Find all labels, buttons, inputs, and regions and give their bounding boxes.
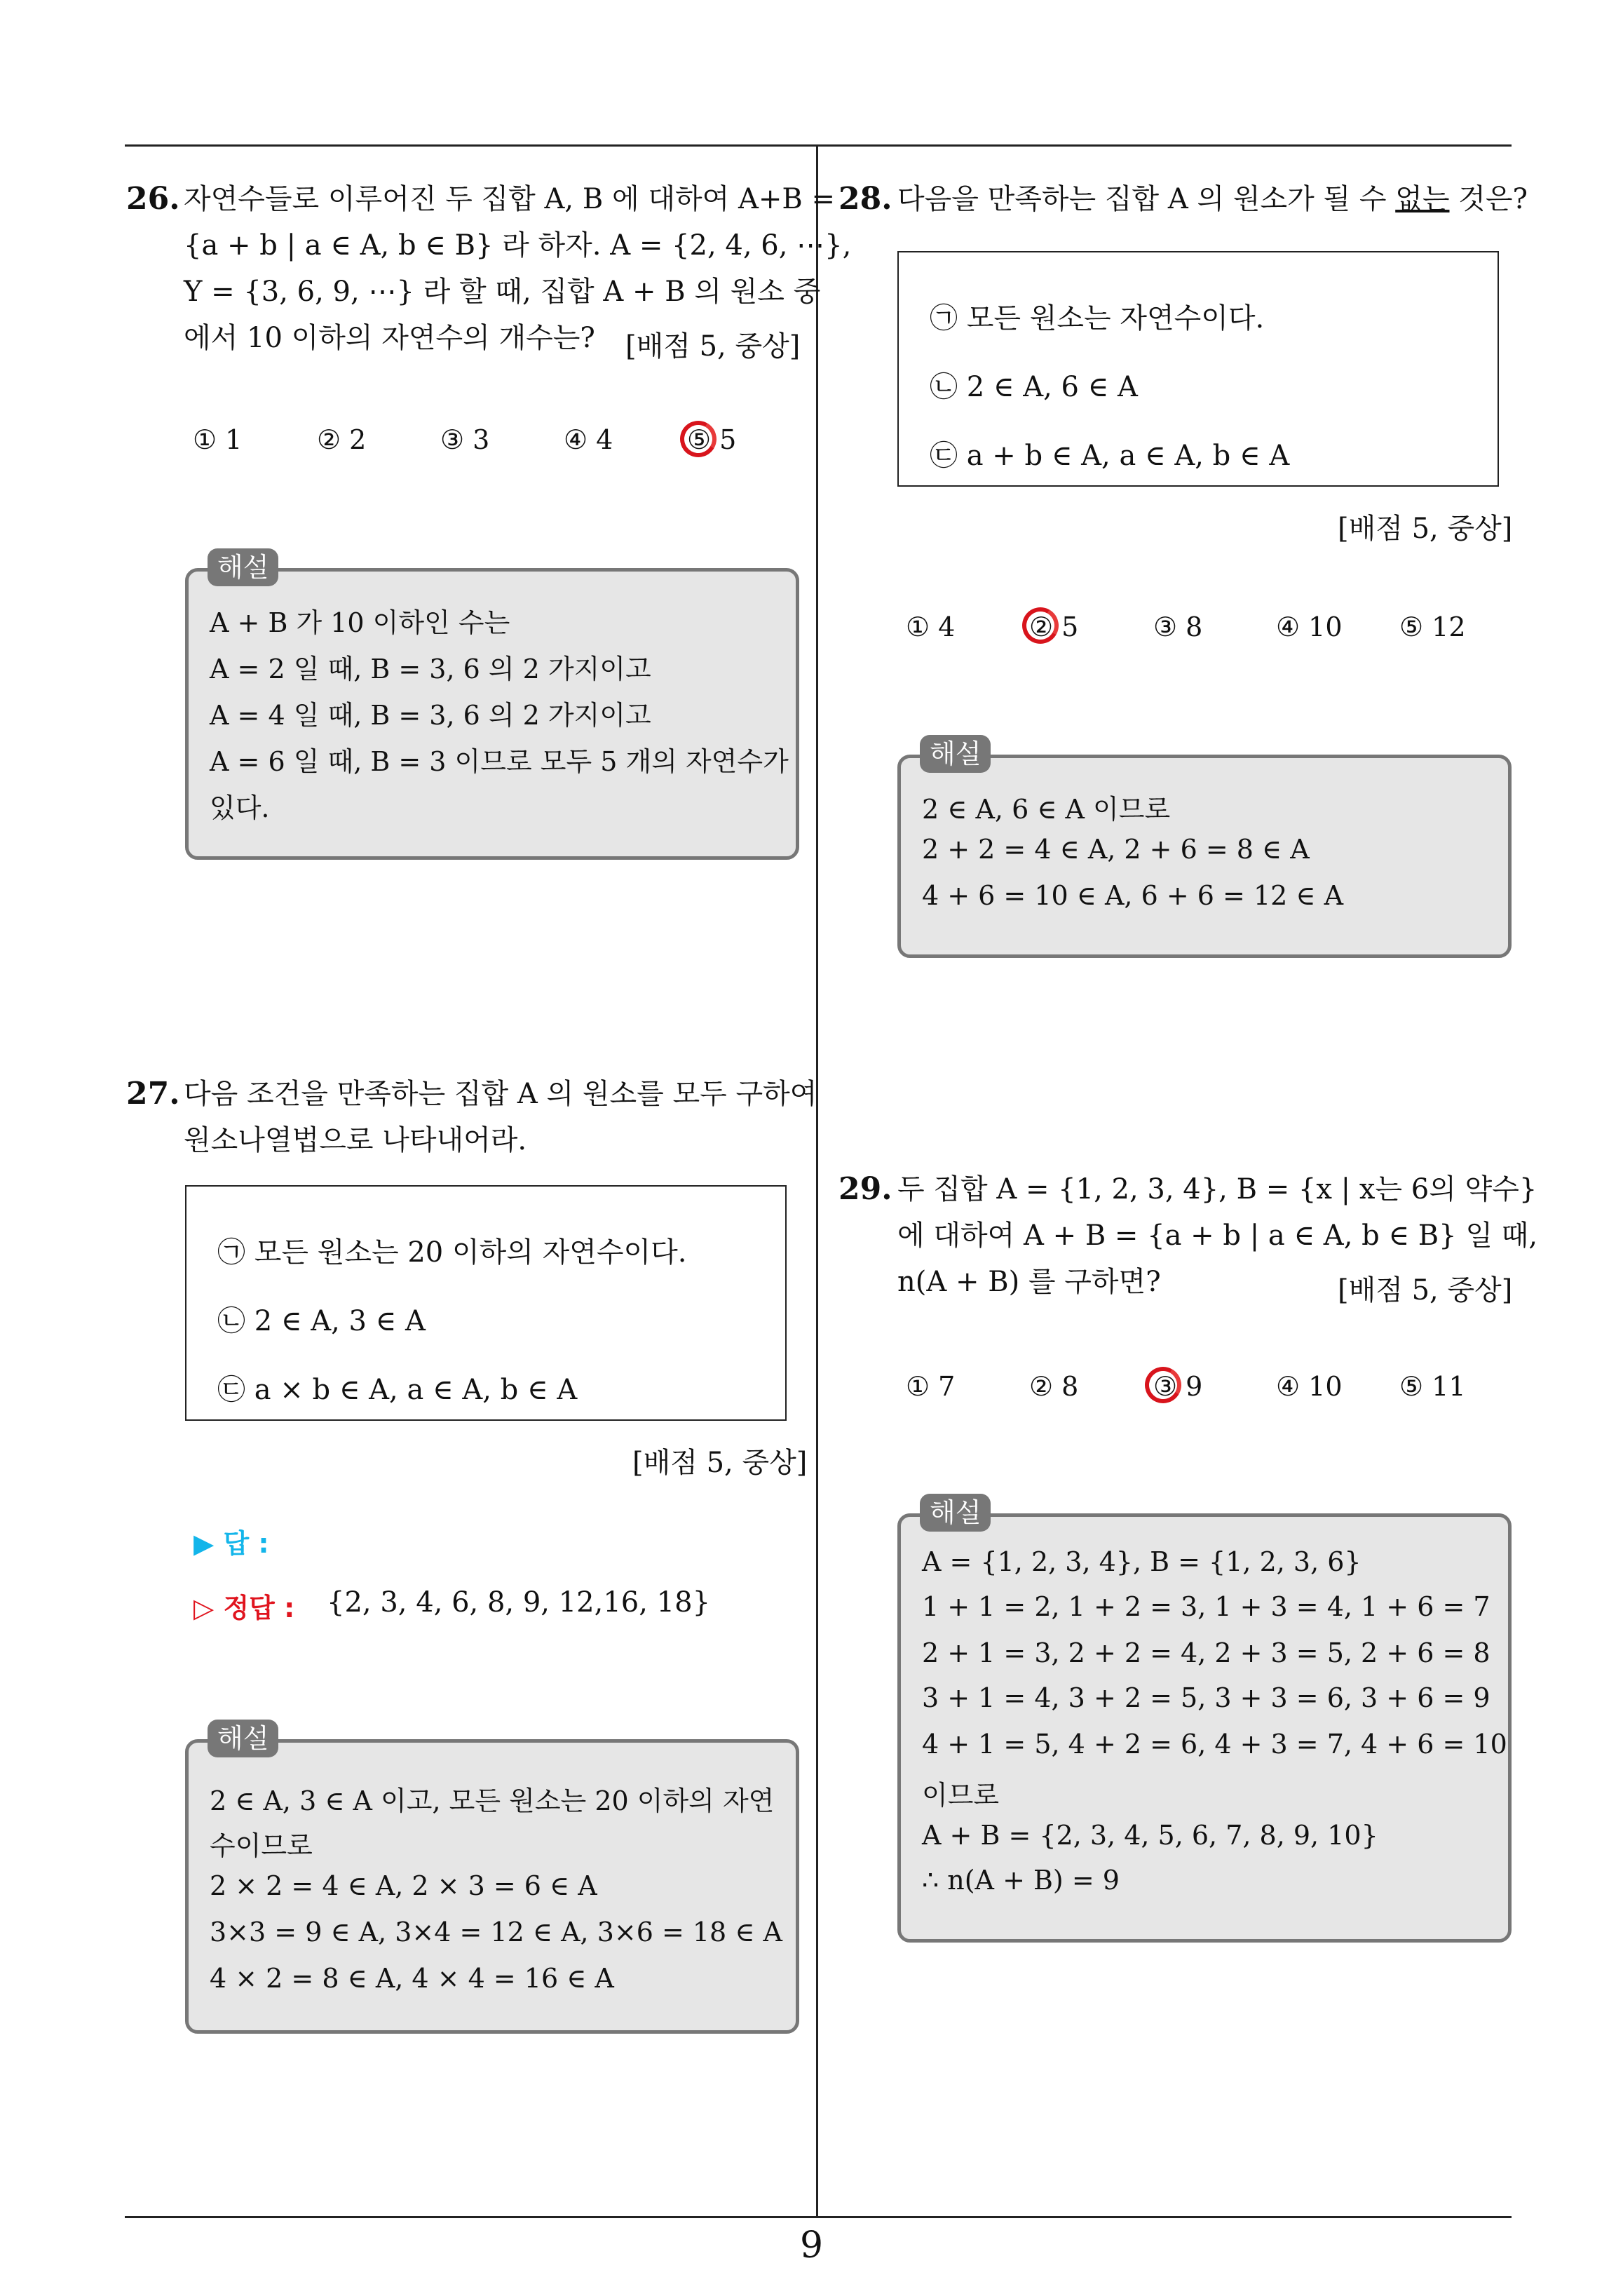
condition-line: ㉡ 2 ∈ A, 3 ∈ A — [217, 1305, 426, 1337]
solution-line: 1 + 1 = 2, 1 + 2 = 3, 1 + 3 = 4, 1 + 6 = 7 — [922, 1591, 1490, 1622]
question-number: 28. — [838, 181, 892, 217]
condition-line: ㉠ 모든 원소는 자연수이다. — [930, 302, 1265, 335]
solution-line: A + B 가 10 이하인 수는 — [210, 607, 510, 638]
choice-4[interactable]: ④ 10 — [1276, 1371, 1343, 1402]
choice-5[interactable]: ⑤ 11 — [1399, 1371, 1466, 1402]
top-rule — [125, 144, 1512, 147]
solution-line: 2 × 2 = 4 ∈ A, 2 × 3 = 6 ∈ A — [210, 1870, 597, 1901]
solution-line: 2 + 1 = 3, 2 + 2 = 4, 2 + 3 = 5, 2 + 6 = 8 — [922, 1637, 1490, 1668]
score-label: [배점 5, 중상] — [1338, 1274, 1513, 1306]
solution-line: ∴ n(A + B) = 9 — [922, 1865, 1120, 1896]
question-text-line: 에 대하여 A + B = {a + b | a ∈ A, b ∈ B} 일 때, — [897, 1220, 1538, 1252]
correct-answer-value: {2, 3, 4, 6, 8, 9, 12,16, 18} — [327, 1586, 711, 1619]
question-number: 29. — [838, 1171, 892, 1207]
solution-line: 4 × 2 = 8 ∈ A, 4 × 4 = 16 ∈ A — [210, 1963, 614, 1994]
score-label: [배점 5, 중상] — [632, 1447, 808, 1479]
score-label: [배점 5, 중상] — [625, 330, 801, 363]
column-divider — [816, 144, 818, 2218]
solution-line: 2 + 2 = 4 ∈ A, 2 + 6 = 8 ∈ A — [922, 834, 1310, 865]
choice-1[interactable]: ① 1 — [193, 424, 243, 455]
choice-3[interactable]: ③ 8 — [1153, 612, 1203, 642]
solution-line: 이므로 — [922, 1780, 1000, 1811]
solution-box — [897, 755, 1512, 958]
question-text-line: n(A + B) 를 구하면? — [897, 1266, 1161, 1298]
question-text-line: 두 집합 A = {1, 2, 3, 4}, B = {x | x는 6의 약수} — [897, 1173, 1537, 1206]
answer-label: ▶ 답 : — [193, 1528, 269, 1559]
condition-box — [897, 251, 1499, 487]
condition-box — [185, 1185, 787, 1421]
question-text-line: 자연수들로 이루어진 두 집합 A, B 에 대하여 A+B = — [184, 183, 835, 215]
choice-2[interactable]: ② 8 — [1029, 1371, 1079, 1402]
solution-tag: 해설 — [208, 548, 278, 586]
solution-line: 4 + 1 = 5, 4 + 2 = 6, 4 + 3 = 7, 4 + 6 = 10 — [922, 1729, 1507, 1760]
bottom-rule — [125, 2216, 1512, 2218]
question-text-line: 다음 조건을 만족하는 집합 A 의 원소를 모두 구하여 — [184, 1078, 817, 1110]
choice-1[interactable]: ① 4 — [906, 612, 956, 642]
condition-line: ㉡ 2 ∈ A, 6 ∈ A — [930, 371, 1138, 403]
score-label: [배점 5, 중상] — [1338, 513, 1513, 545]
solution-box — [897, 1513, 1512, 1943]
question-text-line: {a + b | a ∈ A, b ∈ B} 라 하자. A = {2, 4, 6, ⋯}, — [184, 229, 852, 262]
solution-line: 3×3 = 9 ∈ A, 3×4 = 12 ∈ A, 3×6 = 18 ∈ A — [210, 1917, 782, 1947]
choice-5[interactable]: ⑤ 12 — [1399, 612, 1466, 642]
condition-line: ㉢ a + b ∈ A, a ∈ A, b ∈ A — [930, 440, 1290, 472]
solution-line: 4 + 6 = 10 ∈ A, 6 + 6 = 12 ∈ A — [922, 880, 1344, 911]
solution-line: 2 ∈ A, 3 ∈ A 이고, 모든 원소는 20 이하의 자연 — [210, 1785, 775, 1816]
solution-box — [185, 1739, 799, 2034]
choice-5[interactable]: ⑤ 5 — [687, 424, 737, 455]
choice-1[interactable]: ① 7 — [906, 1371, 956, 1402]
solution-line: 3 + 1 = 4, 3 + 2 = 5, 3 + 3 = 6, 3 + 6 = 9 — [922, 1682, 1490, 1713]
solution-line: A + B = {2, 3, 4, 5, 6, 7, 8, 9, 10} — [922, 1820, 1378, 1851]
page-number: 9 — [799, 2224, 824, 2267]
choice-2[interactable]: ② 2 — [317, 424, 367, 455]
solution-tag: 해설 — [208, 1720, 278, 1757]
solution-box — [185, 568, 799, 860]
solution-line: A = 2 일 때, B = 3, 6 의 2 가지이고 — [210, 654, 651, 684]
choice-4[interactable]: ④ 4 — [564, 424, 613, 455]
condition-line: ㉠ 모든 원소는 20 이하의 자연수이다. — [217, 1236, 687, 1269]
solution-line: 수이므로 — [210, 1830, 313, 1861]
choice-3[interactable]: ③ 9 — [1153, 1371, 1203, 1402]
question-text-line: Y = {3, 6, 9, ⋯} 라 할 때, 집합 A + B 의 원소 중 — [184, 276, 821, 308]
question-number: 27. — [126, 1076, 180, 1112]
question-text-line: 원소나열법으로 나타내어라. — [184, 1124, 527, 1156]
solution-line: 있다. — [210, 792, 270, 823]
solution-line: A = 4 일 때, B = 3, 6 의 2 가지이고 — [210, 700, 651, 731]
condition-line: ㉢ a × b ∈ A, a ∈ A, b ∈ A — [217, 1374, 578, 1406]
solution-line: A = 6 일 때, B = 3 이므로 모두 5 개의 자연수가 — [210, 746, 789, 777]
correct-answer-label: ▷ 정답 : — [193, 1593, 295, 1623]
emphasis-underlined: 없는 — [1395, 183, 1450, 215]
solution-tag: 해설 — [920, 735, 991, 773]
solution-tag: 해설 — [920, 1494, 991, 1532]
solution-line: A = {1, 2, 3, 4}, B = {1, 2, 3, 6} — [922, 1546, 1361, 1577]
solution-line: 2 ∈ A, 6 ∈ A 이므로 — [922, 794, 1171, 825]
choice-4[interactable]: ④ 10 — [1276, 612, 1343, 642]
question-text-line: 다음을 만족하는 집합 A 의 원소가 될 수 없는 것은? — [897, 183, 1528, 215]
question-number: 26. — [126, 181, 180, 217]
question-text-line: 에서 10 이하의 자연수의 개수는? — [184, 322, 595, 354]
choice-3[interactable]: ③ 3 — [440, 424, 490, 455]
choice-2[interactable]: ② 5 — [1029, 612, 1079, 642]
